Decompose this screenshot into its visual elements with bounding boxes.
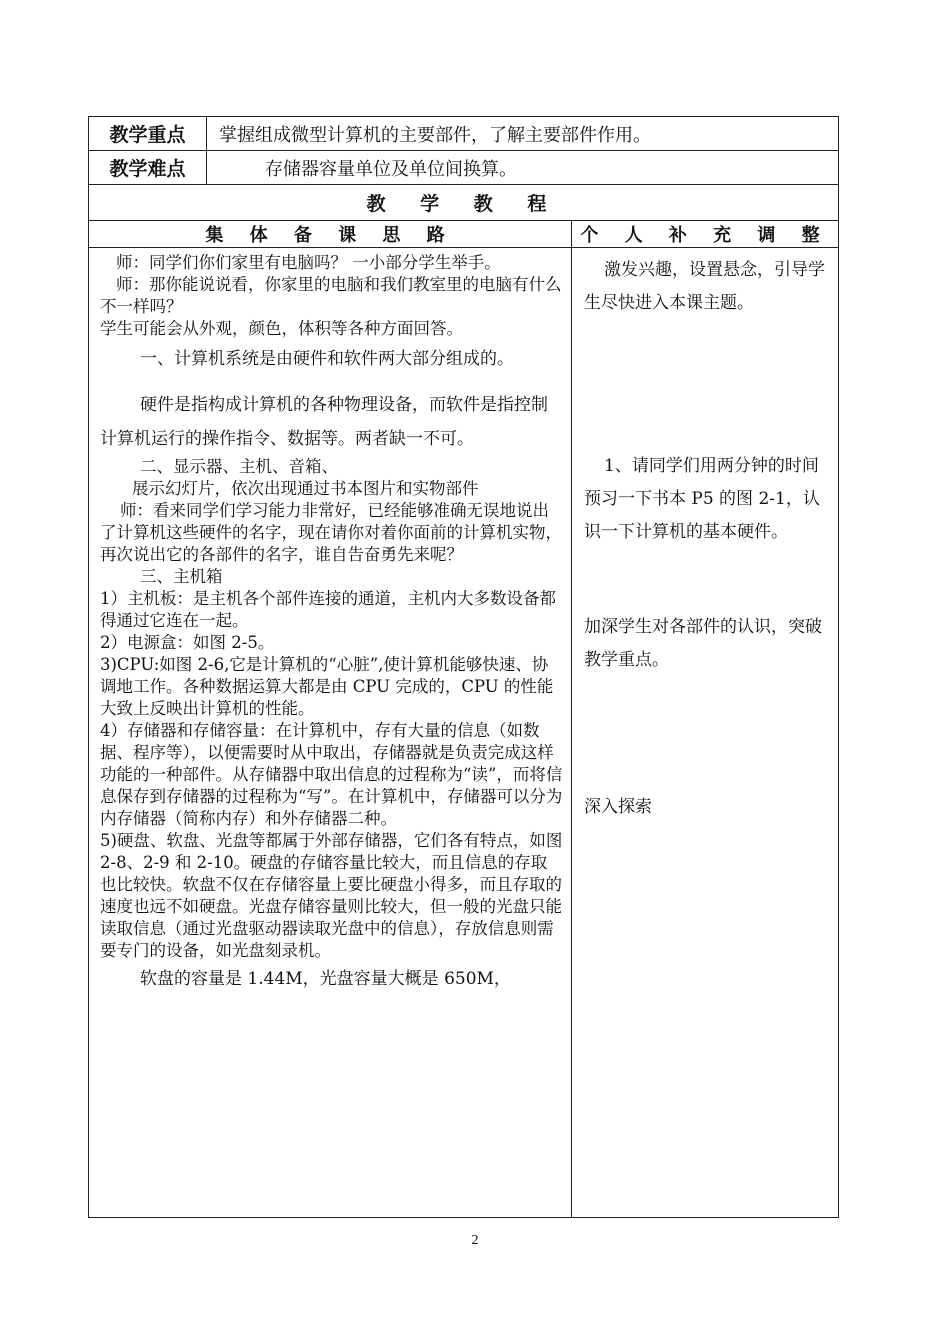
collective-prep-header: 集 体 备 课 思 路: [89, 221, 572, 248]
paragraph: 二、显示器、主机、音箱、: [140, 457, 338, 476]
side-note: 1、请同学们用两分钟的时间预习一下书本 P5 的图 2-1，认识一下计算机的基本硬件。: [584, 456, 820, 542]
paragraph: 3)CPU:如图 2-6,它是计算机的“心脏”,使计算机能够快速、协调地工作。各种数据运算大都是由 CPU 完成的，CPU 的性能大致上反映出计算机的性能。: [100, 655, 554, 718]
key-points-label: 教学重点: [89, 117, 207, 151]
paragraph: 三、主机箱: [140, 567, 223, 586]
paragraph: 硬件是指构成计算机的各种物理设备，而软件是指控制计算机运行的操作指令、数据等。两者缺一不可。: [100, 395, 548, 449]
paragraph: 1）主机板：是主机各个部件连接的通道，主机内大多数设备都得通过它连在一起。: [100, 589, 556, 630]
content-row: [89, 248, 839, 1218]
paragraph: 师：同学们你们家里有电脑吗？ 一小部分学生举手。: [116, 253, 501, 272]
key-points-value: 掌握组成微型计算机的主要部件，了解主要部件作用。: [207, 117, 839, 151]
side-note: 加深学生对各部件的认识，突破教学重点。: [584, 617, 822, 670]
side-notes-cell: [572, 248, 839, 1218]
key-points-row: [89, 117, 839, 151]
paragraph: 展示幻灯片，依次出现通过书本图片和实物部件: [132, 479, 479, 498]
banner-row: [89, 185, 839, 221]
page-number: 2: [471, 1233, 479, 1248]
paragraph: 师：那你能说说看，你家里的电脑和我们教室里的电脑有什么不一样吗？: [100, 275, 562, 316]
main-content-cell: [89, 248, 572, 1218]
side-note: 激发兴趣，设置悬念，引导学生尽快进入本课主题。: [584, 260, 825, 313]
paragraph: 4）存储器和存储容量：在计算机中，存有大量的信息（如数据、程序等），以便需要时从中取出，存储器就是负责完成这样功能的一种部件。从存储器中取出信息的过程称为“读”，而将信息保存到存储器的过程称为“写”。在计算机中，存储器可以分为内存储器（简称内存）和外存储器二种。: [100, 721, 563, 828]
difficulty-row: [89, 151, 839, 185]
paragraph: 2）电源盒：如图 2-5。: [100, 633, 275, 652]
personal-adjust-header: 个 人 补 充 调 整: [572, 221, 839, 248]
lesson-plan-table: [88, 116, 839, 1218]
paragraph: 软盘的容量是 1.44M，光盘容量大概是 650M，: [140, 969, 511, 989]
paragraph: 师：看来同学们学习能力非常好，已经能够准确无误地说出了计算机这些硬件的名字，现在请你对着你面前的计算机实物，再次说出它的各部件的名字，谁自告奋勇先来呢？: [100, 501, 562, 564]
column-header-row: [89, 221, 839, 248]
paragraph: 5)硬盘、软盘、光盘等都属于外部存储器，它们各有特点，如图 2-8、2-9 和 2-10。硬盘的存储容量比较大，而且信息的存取也比较快。软盘不仅在存储容量上要比硬盘小得多，而且存取的速度也远不如硬盘。光盘存储容量则比较大，但一般的光盘只能读取信息（通过光盘驱动器读取光盘中的信息），存放信息则需要专门的设备，如光盘刻录机。: [100, 831, 563, 960]
paragraph: 学生可能会从外观，颜色，体积等各种方面回答。: [100, 319, 463, 338]
difficulty-value: 存储器容量单位及单位间换算。: [207, 151, 839, 185]
paragraph: 一、计算机系统是由硬件和软件两大部分组成的。: [140, 349, 514, 369]
difficulty-label: 教学难点: [89, 151, 207, 185]
side-note: 深入探索: [584, 797, 652, 817]
section-banner: 教 学 教 程: [89, 185, 839, 221]
